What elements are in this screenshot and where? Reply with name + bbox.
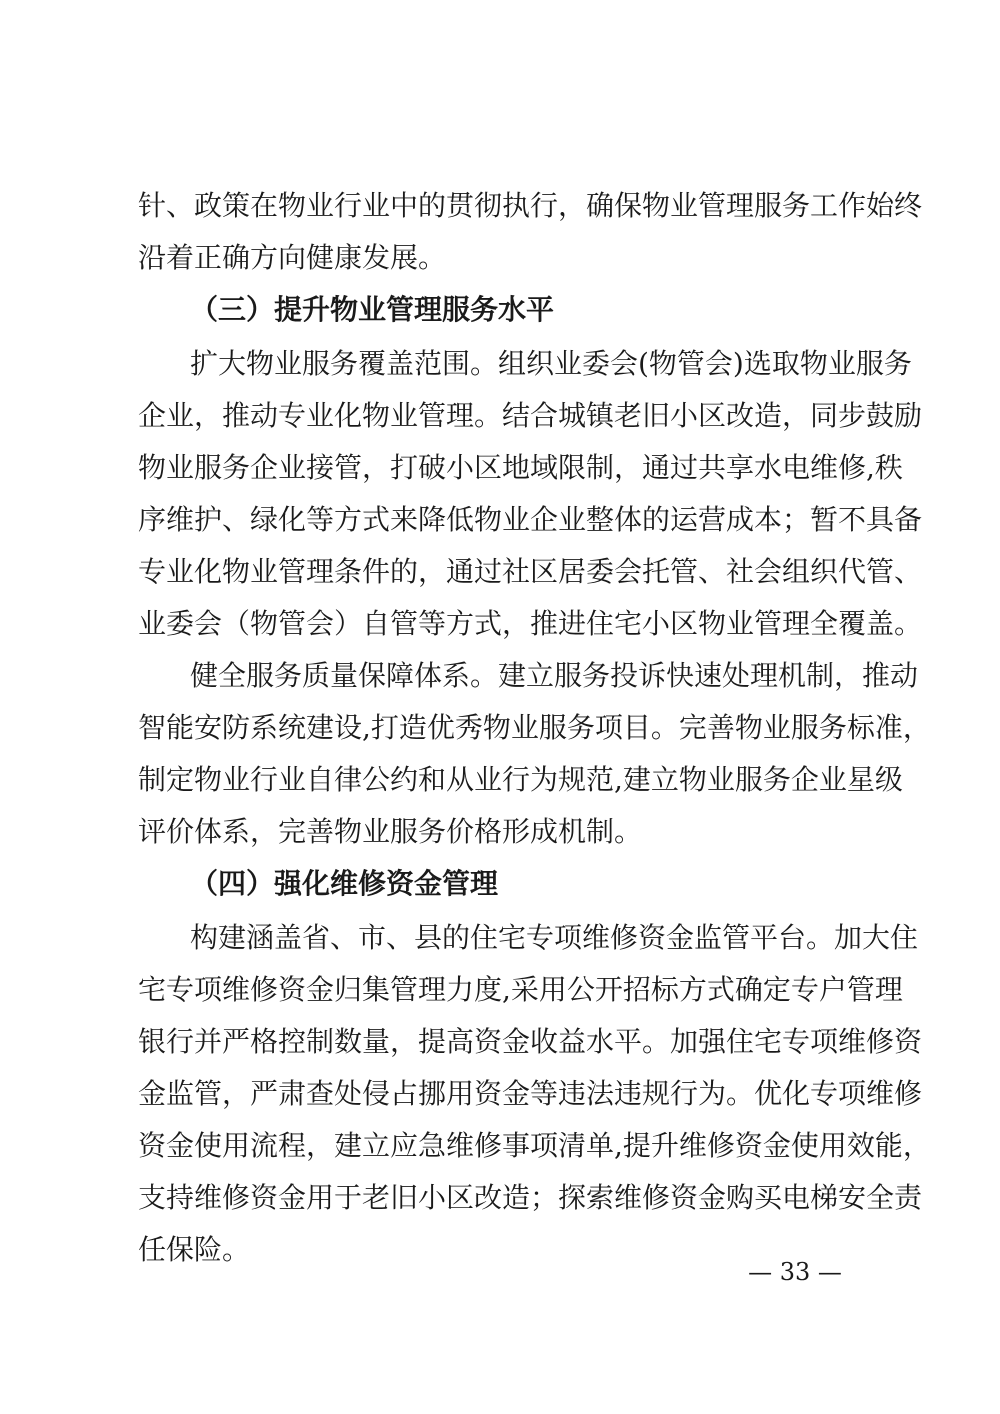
paragraph-line: 构建涵盖省、市、县的住宅专项维修资金监管平台。加大住 — [190, 921, 919, 954]
paragraph-line: 企业，推动专业化物业管理。结合城镇老旧小区改造，同步鼓励 — [138, 399, 923, 432]
paragraph-line: 针、政策在物业行业中的贯彻执行，确保物业管理服务工作始终 — [138, 189, 923, 222]
paragraph-line: 智能安防系统建设,打造优秀物业服务项目。完善物业服务标准， — [138, 711, 931, 744]
section-heading-3: （三）提升物业管理服务水平 — [190, 293, 555, 326]
paragraph-line: 宅专项维修资金归集管理力度,采用公开招标方式确定专户管理 — [138, 973, 903, 1006]
paragraph-line: 银行并严格控制数量，提高资金收益水平。加强住宅专项维修资 — [138, 1025, 923, 1058]
paragraph-line: 金监管，严肃查处侵占挪用资金等违法违规行为。优化专项维修 — [138, 1077, 923, 1110]
paragraph-line: 任保险。 — [138, 1233, 251, 1266]
paragraph-line: 支持维修资金用于老旧小区改造；探索维修资金购买电梯安全责 — [138, 1181, 923, 1214]
section-heading-4: （四）强化维修资金管理 — [190, 867, 499, 900]
paragraph-line: 扩大物业服务覆盖范围。组织业委会(物管会)选取物业服务 — [190, 347, 912, 380]
page-number: — 33 — — [748, 1258, 842, 1286]
paragraph-line: 沿着正确方向健康发展。 — [138, 241, 447, 274]
paragraph-line: 业委会（物管会）自管等方式，推进住宅小区物业管理全覆盖。 — [138, 607, 923, 640]
paragraph-line: 专业化物业管理条件的，通过社区居委会托管、社会组织代管、 — [138, 555, 923, 588]
paragraph-line: 序维护、绿化等方式来降低物业企业整体的运营成本；暂不具备 — [138, 503, 923, 536]
paragraph-line: 健全服务质量保障体系。建立服务投诉快速处理机制，推动 — [190, 659, 919, 692]
paragraph-line: 评价体系，完善物业服务价格形成机制。 — [138, 815, 643, 848]
paragraph-line: 制定物业行业自律公约和从业行为规范,建立物业服务企业星级 — [138, 763, 903, 796]
paragraph-line: 资金使用流程，建立应急维修事项清单,提升维修资金使用效能， — [138, 1129, 931, 1162]
paragraph-line: 物业服务企业接管，打破小区地域限制，通过共享水电维修,秩 — [138, 451, 903, 484]
